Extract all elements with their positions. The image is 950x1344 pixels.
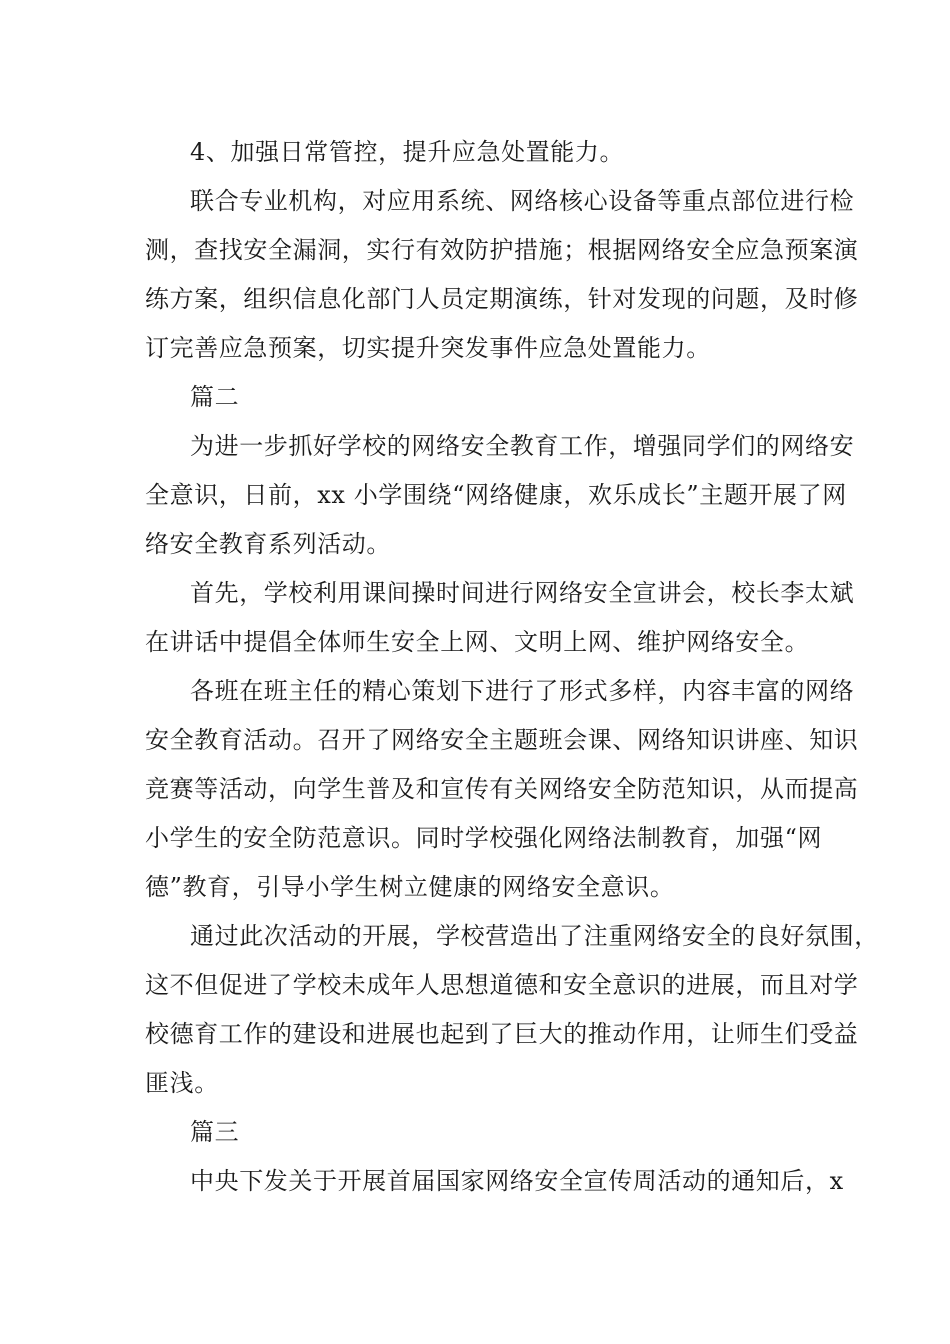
text-line: 订完善应急预案，切实提升突发事件应急处置能力。 (145, 334, 711, 362)
text-line: 这不但促进了学校未成年人思想道德和安全意识的进展，而且对学 (145, 971, 859, 999)
text-line: 通过此次活动的开展，学校营造出了注重网络安全的良好氛围， (190, 922, 879, 950)
text-line: 中央下发关于开展首届国家网络安全宣传周活动的通知后，x (190, 1167, 844, 1195)
text-line: 测，查找安全漏洞，实行有效防护措施；根据网络安全应急预案演 (145, 236, 859, 264)
section-heading-2: 篇二 (190, 383, 240, 411)
text-line: 竞赛等活动，向学生普及和宣传有关网络安全防范知识，从而提高 (145, 775, 859, 803)
text-line: 安全教育活动。召开了网络安全主题班会课、网络知识讲座、知识 (145, 726, 859, 754)
text-line: 练方案，组织信息化部门人员定期演练，针对发现的问题，及时修 (145, 285, 859, 313)
text-line: 络安全教育系列活动。 (145, 530, 391, 558)
text-line: 为进一步抓好学校的网络安全教育工作，增强同学们的网络安 (190, 432, 855, 460)
text-line: 全意识，日前，xx 小学围绕“网络健康，欢乐成长”主题开展了网 (145, 481, 847, 509)
text-line: 各班在班主任的精心策划下进行了形式多样，内容丰富的网络 (190, 677, 855, 705)
text-line-heading-4: 4、加强日常管控，提升应急处置能力。 (190, 138, 625, 166)
text-line: 德”教育，引导小学生树立健康的网络安全意识。 (145, 873, 675, 901)
text-line: 在讲话中提倡全体师生安全上网、文明上网、维护网络安全。 (145, 628, 810, 656)
text-line: 联合专业机构，对应用系统、网络核心设备等重点部位进行检 (190, 187, 855, 215)
text-line: 校德育工作的建设和进展也起到了巨大的推动作用，让师生们受益 (145, 1020, 859, 1048)
text-line: 小学生的安全防范意识。同时学校强化网络法制教育，加强“网 (145, 824, 823, 852)
section-heading-3: 篇三 (190, 1118, 240, 1146)
text-line: 首先，学校利用课间操时间进行网络安全宣讲会，校长李太斌 (190, 579, 855, 607)
text-line: 匪浅。 (145, 1069, 219, 1097)
